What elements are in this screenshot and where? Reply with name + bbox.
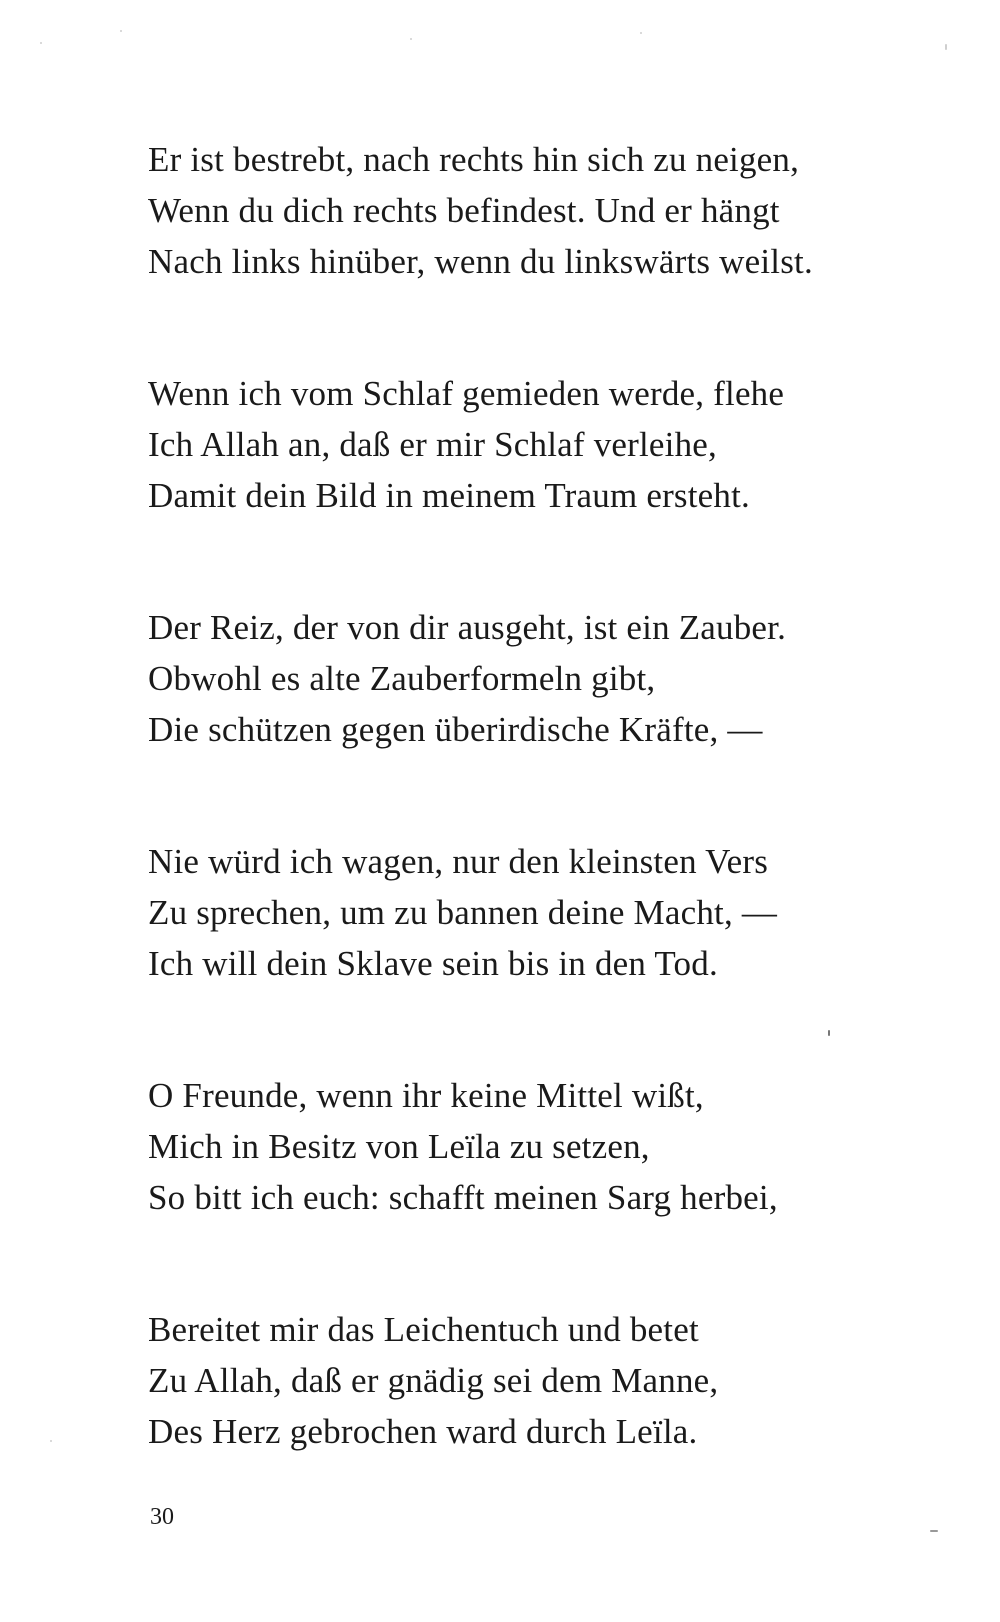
scan-speck — [120, 30, 122, 32]
scan-speck — [410, 38, 412, 40]
verse-line: Wenn du dich rechts befindest. Und er hängt — [148, 191, 780, 230]
verse-line: So bitt ich euch: schafft meinen Sarg herbei, — [148, 1178, 778, 1217]
scan-speck — [828, 1030, 830, 1036]
stanza — [148, 602, 968, 755]
scan-speck — [930, 1530, 938, 1532]
stanza — [148, 134, 968, 287]
verse-line: Ich Allah an, daß er mir Schlaf verleihe, — [148, 425, 717, 464]
stanza — [148, 1304, 968, 1457]
verse-line: O Freunde, wenn ihr keine Mittel wißt, — [148, 1076, 704, 1115]
scan-speck — [40, 42, 42, 44]
stanza — [148, 1070, 968, 1223]
stanza — [148, 836, 968, 989]
scan-speck — [945, 44, 947, 50]
page-number: 30 — [150, 1504, 174, 1530]
scan-speck — [640, 32, 642, 34]
verse-line: Der Reiz, der von dir ausgeht, ist ein Zauber. — [148, 608, 787, 647]
verse-line: Obwohl es alte Zauberformeln gibt, — [148, 659, 656, 698]
verse-line: Nach links hinüber, wenn du linkswärts weilst. — [148, 242, 813, 281]
verse-line: Mich in Besitz von Leïla zu setzen, — [148, 1127, 650, 1166]
verse-line: Er ist bestrebt, nach rechts hin sich zu neigen, — [148, 140, 800, 179]
verse-line: Wenn ich vom Schlaf gemieden werde, flehe — [148, 374, 785, 413]
verse-line: Des Herz gebrochen ward durch Leïla. — [148, 1412, 698, 1451]
verse-line: Damit dein Bild in meinem Traum ersteht. — [148, 476, 750, 515]
scan-speck — [50, 1440, 52, 1442]
verse-line: Bereitet mir das Leichentuch und betet — [148, 1310, 699, 1349]
verse-line: Zu Allah, daß er gnädig sei dem Manne, — [148, 1361, 719, 1400]
verse-line: Ich will dein Sklave sein bis in den Tod. — [148, 944, 718, 983]
verse-line: Zu sprechen, um zu bannen deine Macht, — — [148, 893, 778, 932]
stanza — [148, 368, 968, 521]
verse-line: Nie würd ich wagen, nur den kleinsten Vers — [148, 842, 769, 881]
verse-line: Die schützen gegen überirdische Kräfte, — — [148, 710, 763, 749]
